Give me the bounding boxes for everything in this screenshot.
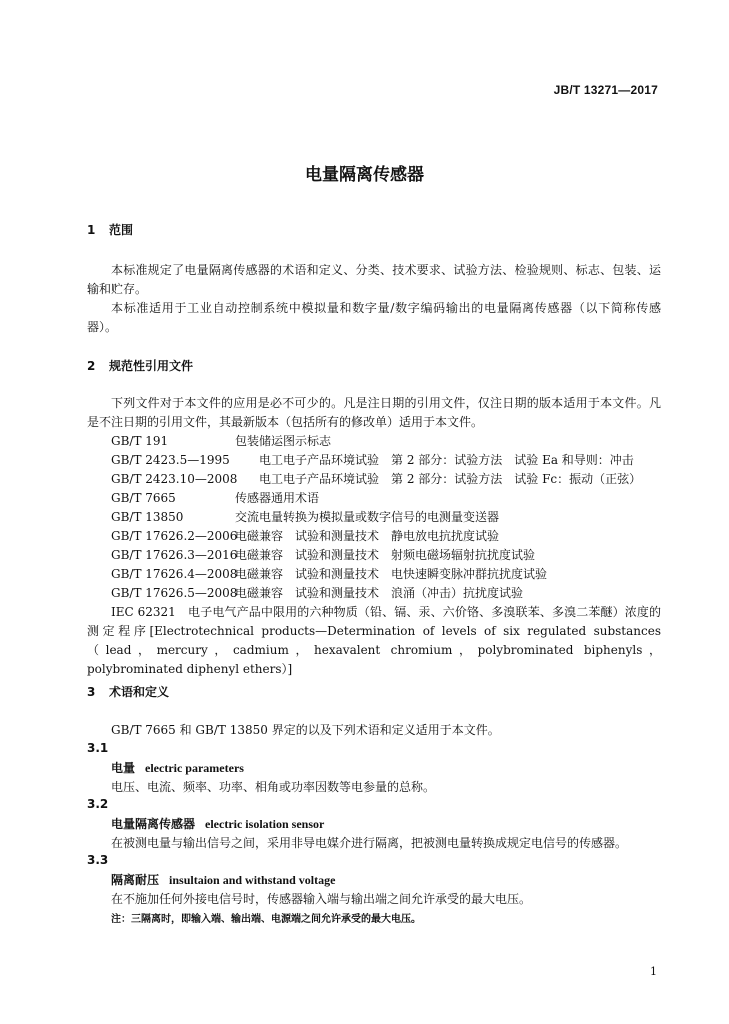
term-en: electric isolation sensor bbox=[205, 817, 325, 831]
section-1-paragraph-2: 本标准适用于工业自动控制系统中模拟量和数字量/数字编码输出的电量隔离传感器（以下简称传感器）。 bbox=[87, 301, 661, 334]
term-zh: 隔离耐压 bbox=[111, 873, 160, 887]
term-heading bbox=[111, 815, 324, 832]
term-note: 注：三隔离时，即输入端、输出端、电源端之间允许承受的最大电压。 bbox=[111, 914, 421, 925]
term-heading bbox=[111, 871, 335, 888]
section-number: 2 bbox=[87, 359, 96, 373]
reference-line bbox=[111, 451, 634, 468]
reference-code: GB/T 17626.3—2016 bbox=[111, 548, 238, 562]
term-en: insultaion and withstand voltage bbox=[169, 873, 336, 887]
term-number: 3.3 bbox=[87, 853, 109, 867]
reference-title: 包装储运图示标志 bbox=[235, 434, 332, 448]
reference-line bbox=[111, 546, 535, 563]
reference-title: 电工电子产品环境试验 第 2 部分：试验方法 试验 Fc：振动（正弦） bbox=[259, 472, 642, 486]
term-definition: 电压、电流、频率、功率、相角或功率因数等电参量的总称。 bbox=[111, 780, 436, 794]
term-en: electric parameters bbox=[145, 761, 244, 775]
reference-title: 电磁兼容 试验和测量技术 电快速瞬变脉冲群抗扰度试验 bbox=[235, 567, 548, 581]
reference-line bbox=[111, 470, 641, 487]
reference-code: GB/T 13850 bbox=[111, 510, 184, 524]
document-title: 电量隔离传感器 bbox=[305, 165, 424, 185]
term-number: 3.1 bbox=[87, 741, 109, 755]
term-zh: 电量隔离传感器 bbox=[111, 817, 196, 831]
reference-title: 交流电量转换为模拟量或数字信号的电测量变送器 bbox=[235, 510, 500, 524]
section-2-intro: 下列文件对于本文件的应用是必不可少的。凡是注日期的引用文件，仅注日期的版本适用于本文件。凡是不注日期的引用文件，其最新版本（包括所有的修改单）适用于本文件。 bbox=[87, 396, 661, 429]
reference-title: 电磁兼容 试验和测量技术 静电放电抗扰度试验 bbox=[235, 529, 500, 543]
section-title: 术语和定义 bbox=[109, 685, 170, 699]
section-number: 1 bbox=[87, 223, 96, 237]
term-definition: 在被测电量与输出信号之间，采用非导电媒介进行隔离，把被测电量转换成规定电信号的传感器。 bbox=[111, 836, 628, 850]
reference-title: 电磁兼容 试验和测量技术 射频电磁场辐射抗扰度试验 bbox=[235, 548, 536, 562]
reference-line bbox=[111, 489, 319, 506]
term-number: 3.2 bbox=[87, 797, 109, 811]
reference-code: GB/T 17626.5—2008 bbox=[111, 586, 238, 600]
reference-title: 电工电子产品环境试验 第 2 部分：试验方法 试验 Ea 和导则：冲击 bbox=[259, 453, 634, 467]
iec-reference: IEC 62321 电子电气产品中限用的六种物质（铅、镉、汞、六价铬、多溴联苯、多溴二苯醚）浓度的测定程序[Electrotechnical products—Determination of levels of six regulated substances（lead，mercury，cadmium，hexavalent chromium，polybrominated biphenyls，polybrominated diphenyl ethers）] bbox=[87, 605, 661, 676]
reference-title: 传感器通用术语 bbox=[235, 491, 320, 505]
term-heading bbox=[111, 759, 244, 776]
term-definition: 在不施加任何外接电信号时，传感器输入端与输出端之间允许承受的最大电压。 bbox=[111, 892, 532, 906]
section-1-heading bbox=[87, 221, 133, 238]
standard-code: JB/T 13271—2017 bbox=[553, 83, 658, 97]
reference-line bbox=[111, 432, 331, 449]
section-number: 3 bbox=[87, 685, 96, 699]
reference-line bbox=[111, 508, 499, 525]
section-3-heading bbox=[87, 683, 169, 700]
reference-code: GB/T 2423.10—2008 bbox=[111, 472, 238, 486]
section-1-paragraph-1: 本标准规定了电量隔离传感器的术语和定义、分类、技术要求、试验方法、检验规则、标志、包装、运输和贮存。 bbox=[87, 263, 661, 296]
page-number: 1 bbox=[650, 965, 657, 978]
section-title: 范围 bbox=[109, 223, 134, 237]
reference-code: GB/T 17626.2—2006 bbox=[111, 529, 238, 543]
reference-code: GB/T 7665 bbox=[111, 491, 176, 505]
section-3-intro: GB/T 7665 和 GB/T 13850 界定的以及下列术语和定义适用于本文件。 bbox=[111, 723, 500, 737]
reference-line bbox=[111, 565, 547, 582]
section-title: 规范性引用文件 bbox=[109, 359, 194, 373]
reference-code: GB/T 2423.5—1995 bbox=[111, 453, 230, 467]
reference-line bbox=[111, 527, 499, 544]
reference-code: GB/T 17626.4—2008 bbox=[111, 567, 238, 581]
term-zh: 电量 bbox=[111, 761, 136, 775]
reference-line bbox=[111, 584, 523, 601]
section-2-heading bbox=[87, 357, 193, 374]
reference-code: GB/T 191 bbox=[111, 434, 169, 448]
reference-title: 电磁兼容 试验和测量技术 浪涌（冲击）抗扰度试验 bbox=[235, 586, 524, 600]
